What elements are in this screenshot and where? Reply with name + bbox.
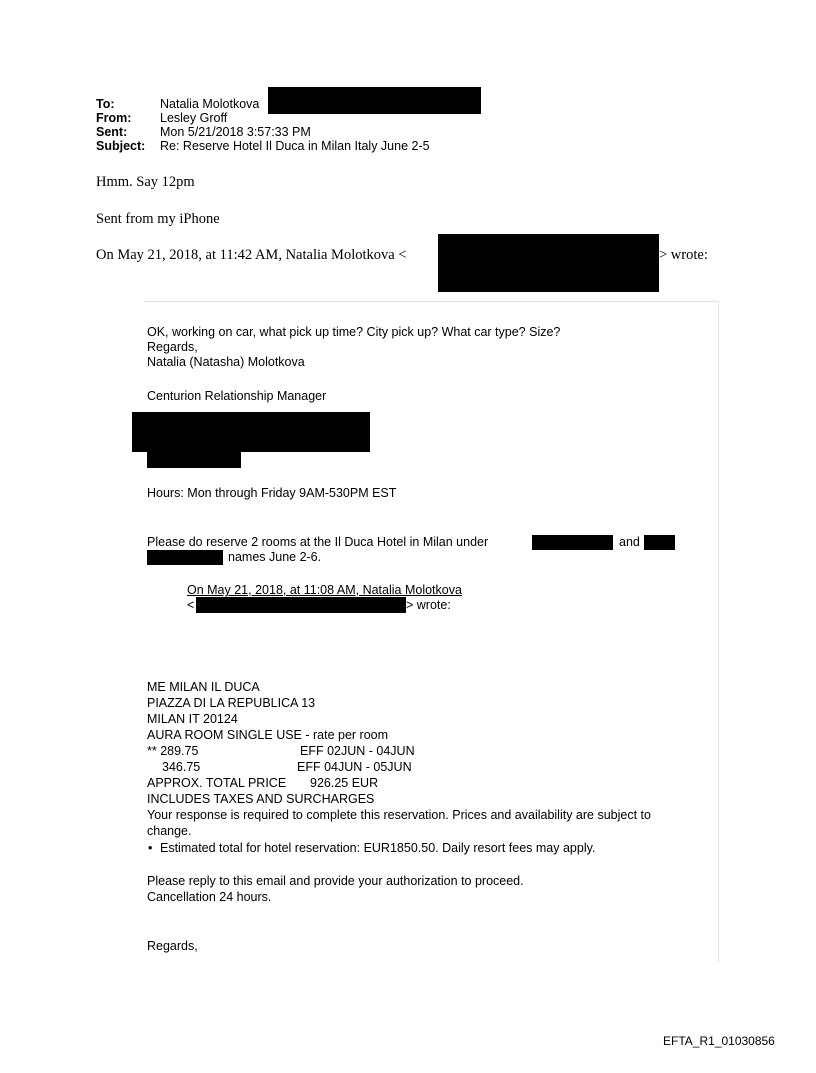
cancellation-policy: Cancellation 24 hours. [147, 890, 272, 904]
hotel-name: ME MILAN IL DUCA [147, 680, 260, 694]
quoted-line: Regards, [147, 340, 198, 354]
quote-intro-suffix: > wrote: [659, 247, 708, 263]
includes-taxes: INCLUDES TAXES AND SURCHARGES [147, 792, 375, 806]
bullet-text: Estimated total for hotel reservation: EUR1850.50. Daily resort fees may apply. [160, 841, 596, 855]
request-prefix: Please do reserve 2 rooms at the Il Duca Hotel in Milan under [147, 535, 489, 549]
bullet-icon: • [148, 841, 153, 855]
redaction-block [438, 234, 659, 292]
from-value: Lesley Groff [160, 111, 228, 125]
closing-regards: Regards, [147, 939, 198, 953]
subject-label: Subject: [96, 139, 146, 153]
to-label: To: [96, 97, 115, 111]
sent-value: Mon 5/21/2018 3:57:33 PM [160, 125, 311, 139]
from-label: From: [96, 111, 132, 125]
rate-effective-dates: EFF 04JUN - 05JUN [297, 760, 412, 774]
quoted-signature-title: Centurion Relationship Manager [147, 389, 327, 403]
redaction-block [147, 452, 241, 468]
nested-quote-suffix: > wrote: [406, 598, 451, 612]
redaction-block [196, 597, 406, 613]
nested-quote-lt: < [187, 598, 195, 612]
reply-line: Hmm. Say 12pm [96, 174, 195, 190]
redaction-block [132, 412, 370, 452]
subject-value: Re: Reserve Hotel Il Duca in Milan Italy June 2-5 [160, 139, 430, 153]
response-required-cont: change. [147, 824, 192, 838]
rate-effective-dates: EFF 02JUN - 04JUN [300, 744, 415, 758]
redaction-block [147, 550, 223, 565]
room-type: AURA ROOM SINGLE USE - rate per room [147, 728, 389, 742]
redaction-block [532, 535, 613, 550]
redaction-block [268, 87, 481, 114]
quoted-signature-name: Natalia (Natasha) Molotkova [147, 355, 305, 369]
total-label: APPROX. TOTAL PRICE [147, 776, 287, 790]
quote-intro-prefix: On May 21, 2018, at 11:42 AM, Natalia Molotkova < [96, 247, 407, 263]
request-suffix: names June 2-6. [228, 550, 322, 564]
rate-price: 346.75 [162, 760, 201, 774]
hotel-city: MILAN IT 20124 [147, 712, 238, 726]
bates-number: EFTA_R1_01030856 [663, 1034, 775, 1048]
reply-request: Please reply to this email and provide your authorization to proceed. [147, 874, 524, 888]
to-value: Natalia Molotkova [160, 97, 260, 111]
nested-quote-intro: On May 21, 2018, at 11:08 AM, Natalia Molotkova [187, 583, 462, 597]
rate-price: ** 289.75 [147, 744, 199, 758]
redaction-block [644, 535, 675, 550]
response-required: Your response is required to complete this reservation. Prices and availability are subject to [147, 808, 651, 822]
hotel-address: PIAZZA DI LA REPUBLICA 13 [147, 696, 316, 710]
request-and: and [619, 535, 640, 549]
quoted-hours: Hours: Mon through Friday 9AM-530PM EST [147, 486, 397, 500]
sent-label: Sent: [96, 125, 128, 139]
total-value: 926.25 EUR [310, 776, 379, 790]
sent-from-iphone: Sent from my iPhone [96, 211, 220, 227]
quoted-line: OK, working on car, what pick up time? City pick up? What car type? Size? [147, 325, 561, 339]
